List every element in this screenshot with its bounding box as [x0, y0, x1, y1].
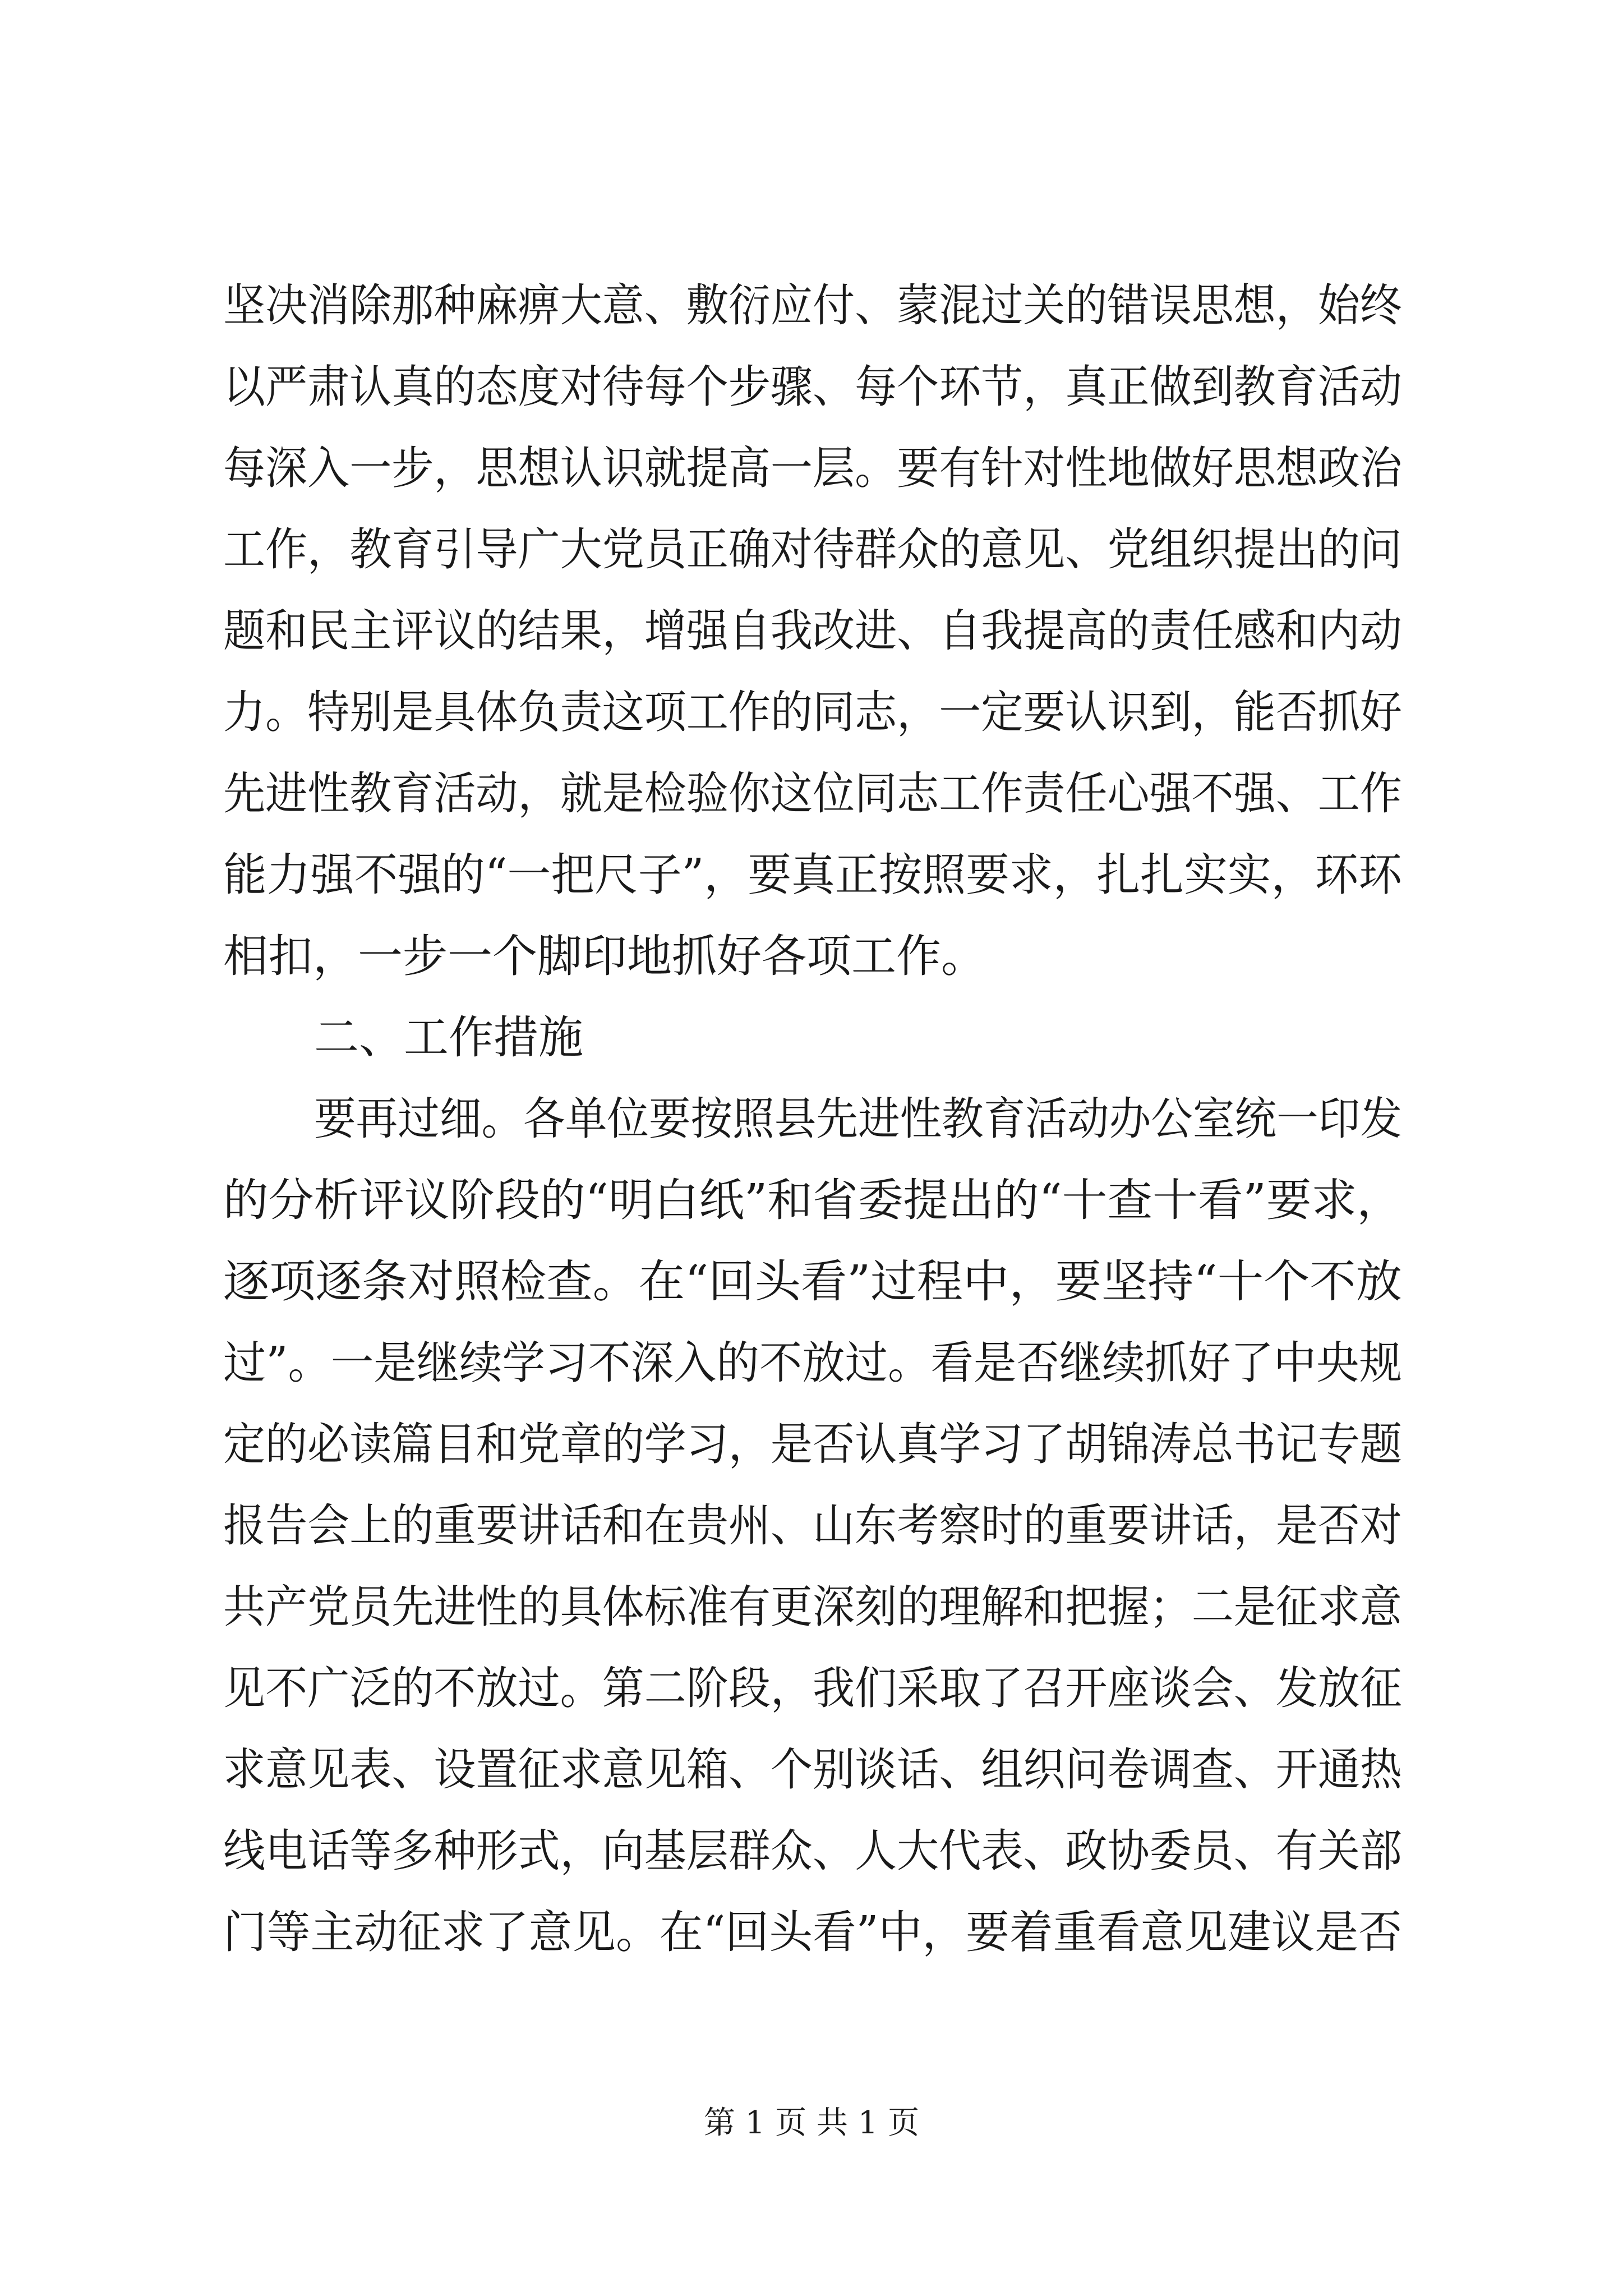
paragraph-line — [0, 589, 1623, 673]
paragraph-line — [0, 752, 1623, 836]
line-text: 报告会上的重要讲话和在贵州、山东考察时的重要讲话，是否对 — [223, 1499, 1402, 1552]
line-text: 先进性教育活动，就是检验你这位同志工作责任心强不强、工作 — [223, 767, 1402, 820]
line-text: 见不广泛的不放过。第二阶段，我们采取了召开座谈会、发放征 — [223, 1662, 1402, 1714]
line-text: 求意见表、设置征求意见箱、个别谈话、组织问卷调查、开通热 — [223, 1743, 1402, 1796]
line-text: 逐项逐条对照检查。在“回头看”过程中，要坚持“十个不放 — [223, 1255, 1402, 1308]
line-text: 坚决消除那种麻痹大意、敷衍应付、蒙混过关的错误思想，始终 — [223, 279, 1402, 332]
paragraph-line — [0, 345, 1623, 429]
page-footer: 第 1 页 共 1 页 — [703, 2105, 920, 2141]
paragraph-line — [0, 508, 1623, 592]
line-text: 能力强不强的“一把尺子”，要真正按照要求，扎扎实实，环环 — [223, 849, 1402, 901]
paragraph-line — [0, 264, 1623, 348]
line-text: 要再过细。各单位要按照县先进性教育活动办公室统一印发 — [314, 1093, 1402, 1145]
paragraph-line — [0, 833, 1623, 917]
paragraph-line — [0, 1484, 1623, 1568]
paragraph-line — [0, 1402, 1623, 1487]
paragraph-line — [0, 1565, 1623, 1649]
line-text: 力。特别是具体负责这项工作的同志，一定要认识到，能否抓好 — [223, 686, 1402, 738]
section-heading — [0, 996, 1623, 1080]
line-text: 门等主动征求了意见。在“回头看”中，要着重看意见建议是否 — [223, 1906, 1402, 1958]
line-text: 定的必读篇目和党章的学习，是否认真学习了胡锦涛总书记专题 — [223, 1418, 1402, 1470]
paragraph-line — [0, 1728, 1623, 1812]
line-text: 二、工作措施 — [314, 1011, 583, 1064]
line-text: 每深入一步，思想认识就提高一层。要有针对性地做好思想政治 — [223, 442, 1402, 494]
line-text: 线电话等多种形式，向基层群众、人大代表、政协委员、有关部 — [223, 1825, 1402, 1877]
line-text: 相扣，一步一个脚印地抓好各项工作。 — [223, 930, 986, 982]
paragraph-line — [0, 1158, 1623, 1243]
paragraph-line — [0, 426, 1623, 510]
paragraph-line — [0, 914, 1623, 999]
line-text: 过”。一是继续学习不深入的不放过。看是否继续抓好了中央规 — [223, 1337, 1402, 1389]
line-text: 题和民主评议的结果，增强自我改进、自我提高的责任感和内动 — [223, 605, 1402, 657]
paragraph-line — [0, 1809, 1623, 1893]
paragraph-line — [0, 1646, 1623, 1731]
paragraph-line — [0, 670, 1623, 754]
paragraph-line — [0, 1077, 1623, 1161]
line-text: 共产党员先进性的具体标准有更深刻的理解和把握；二是征求意 — [223, 1581, 1402, 1633]
line-text: 工作，教育引导广大党员正确对待群众的意见、党组织提出的问 — [223, 523, 1402, 576]
paragraph-line — [0, 1321, 1623, 1405]
paragraph-line — [0, 1240, 1623, 1324]
line-text: 以严肃认真的态度对待每个步骤、每个环节，真正做到教育活动 — [223, 361, 1402, 413]
paragraph-line — [0, 1890, 1623, 1975]
line-text: 的分析评议阶段的“明白纸”和省委提出的“十查十看”要求， — [223, 1174, 1402, 1226]
